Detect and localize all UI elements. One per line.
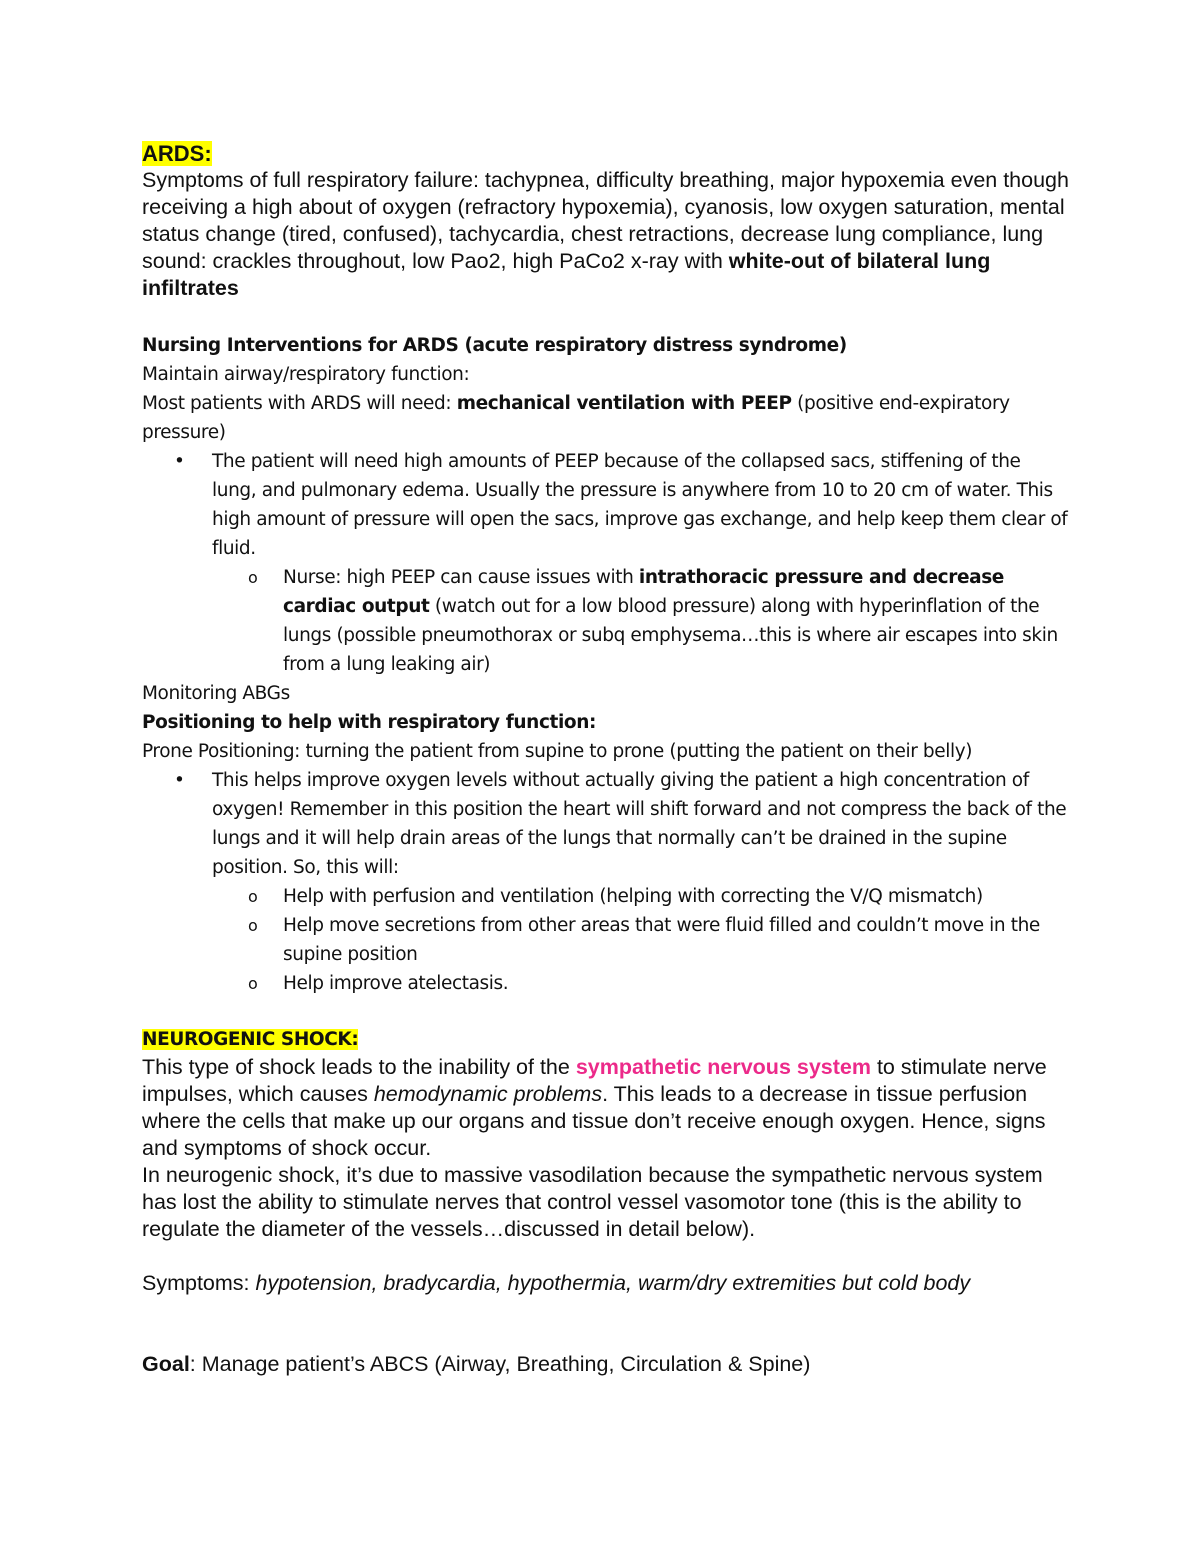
list-item: • The patient will need high amounts of PEEP because of the collapsed sacs, stiffening of the lung, and pulmonary edema. Usually the pressure is anywhere from 10 to 20 cm of water. This high amount of pressure will open the sacs, improve gas exchange, and help keep them clear of fluid. — [142, 447, 1070, 563]
positioning-heading: Positioning to help with respiratory function: — [142, 712, 596, 733]
bullet-marker: • — [174, 451, 185, 472]
sub-bullet-marker: o — [248, 974, 258, 993]
neuro-paragraph-2: In neurogenic shock, it’s due to massive vasodilation because the sympathetic nervous system has lost the ability to stimulate nerves that control vessel vasomotor tone (this is the ability to regulate the diameter of the vessels…discussed in detail below). — [142, 1163, 1043, 1241]
neuro-paragraph-1: This type of shock leads to the inability of the sympathetic nervous system to stimulate nerve impulses, which causes hemodynamic problems. This leads to a decrease in tissue perfusion where the cells that make up our organs and tissue don’t receive enough oxygen. Hence, signs and symptoms of shock occur. — [142, 1055, 1047, 1160]
list-item: • This helps improve oxygen levels without actually giving the patient a high concentration of oxygen! Remember in this position the heart will shift forward and not compress the back of the lungs and it will help drain areas of the lungs that normally can’t be drained in the supine position. So, this will: — [142, 766, 1070, 882]
monitoring-abgs: Monitoring ABGs — [142, 683, 290, 704]
list-item: o Help with perfusion and ventilation (helping with correcting the V/Q mismatch) — [142, 882, 1070, 911]
ards-symptoms: Symptoms of full respiratory failure: tachypnea, difficulty breathing, major hypoxemia even though receiving a high about of oxygen (refractory hypoxemia), cyanosis, low oxygen saturation, mental status change (tired, confused), tachycardia, chest retractions, decrease lung compliance, lung sound: crackles throughout, low Pao2, high PaCo2 x-ray with white-out of bilateral lung infiltrates — [142, 168, 1069, 300]
most-patients: Most patients with ARDS will need: mechanical ventilation with PEEP (positive end-expiratory pressure) — [142, 393, 1010, 443]
prone-positioning: Prone Positioning: turning the patient from supine to prone (putting the patient on their belly) — [142, 741, 973, 762]
peep-list — [142, 447, 1070, 679]
sub-bullet-marker: o — [248, 916, 258, 935]
neuro-symptoms: Symptoms: hypotension, bradycardia, hypothermia, warm/dry extremities but cold body — [142, 1271, 971, 1295]
interventions-heading: Nursing Interventions for ARDS (acute respiratory distress syndrome) — [142, 335, 847, 356]
ards-heading: ARDS: — [142, 141, 212, 166]
prone-list — [142, 766, 1070, 998]
list-item: o Help improve atelectasis. — [142, 969, 1070, 998]
list-item: o Nurse: high PEEP can cause issues with intrathoracic pressure and decrease cardiac output (watch out for a low blood pressure) along with hyperinflation of the lungs (possible pneumothorax or subq emphysema…this is where air escapes into skin from a lung leaking air) — [142, 563, 1070, 679]
neuro-goal: Goal: Manage patient’s ABCS (Airway, Breathing, Circulation & Spine) — [142, 1352, 811, 1376]
sub-bullet-marker: o — [248, 887, 258, 906]
bullet-marker: • — [174, 770, 185, 791]
sub-bullet-marker: o — [248, 568, 258, 587]
maintain-airway: Maintain airway/respiratory function: — [142, 364, 470, 385]
list-item: o Help move secretions from other areas that were fluid filled and couldn’t move in the supine position — [142, 911, 1070, 969]
neuro-heading: NEUROGENIC SHOCK: — [142, 1029, 359, 1050]
